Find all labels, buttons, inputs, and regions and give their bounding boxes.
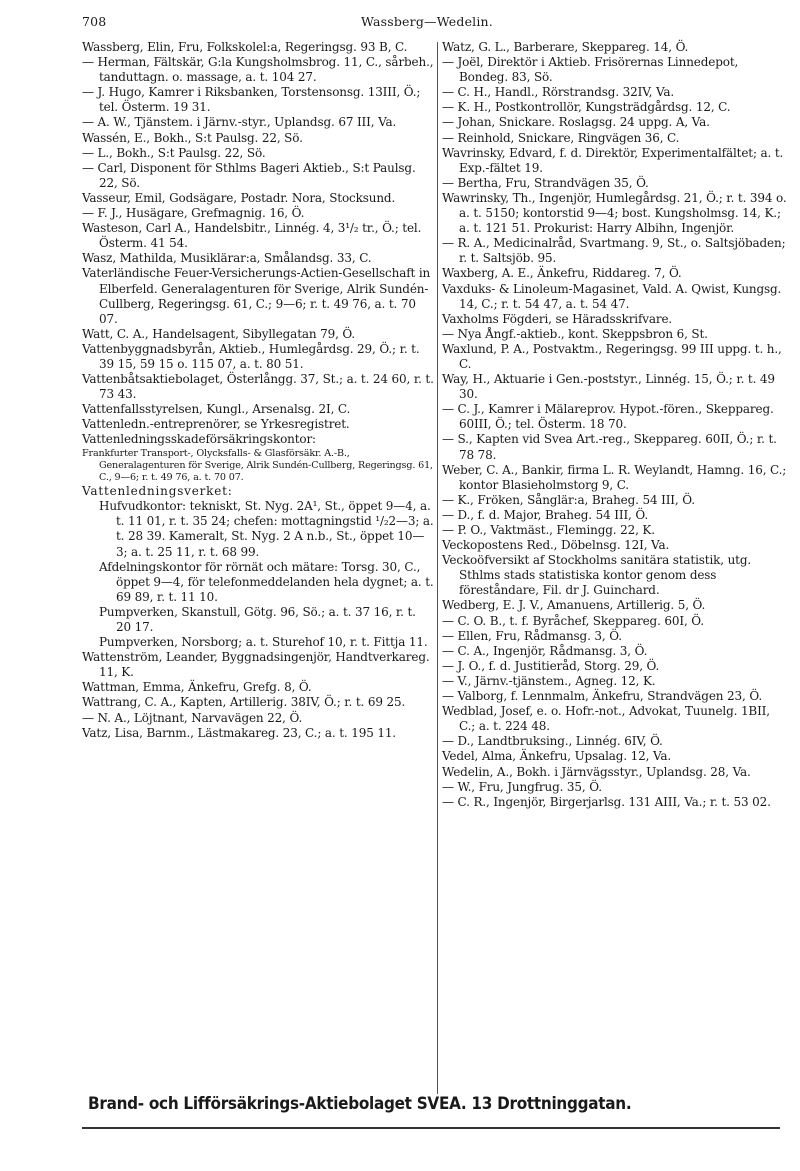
directory-entry: Vasseur, Emil, Godsägare, Postadr. Nora, Stocksund. — [82, 190, 396, 205]
directory-entry: Wattrang, C. A., Kapten, Artillerig. 38IV, Ö.; r. t. 69 25. — [82, 695, 406, 710]
page-title: Wassberg—Wedelin. — [361, 14, 493, 29]
directory-entry: — J. Hugo, Kamrer i Riksbanken, Torstensonsg. 13III, Ö.; tel. Österm. 19 31. — [82, 85, 421, 115]
directory-entry: Wavrinsky, Edvard, f. d. Direktör, Experimentalfältet; a. t. Exp.-fältet 19. — [442, 145, 784, 175]
directory-entry: — K. H., Postkontrollör, Kungsträdgårdsg. 12, C. — [442, 100, 731, 115]
directory-entry: — P. O., Vaktmäst., Flemingg. 22, K. — [442, 523, 655, 537]
directory-entry: Wattenström, Leander, Byggnadsingenjör, Handtverkareg. 11, K. — [82, 650, 430, 680]
directory-entry: — D., f. d. Major, Braheg. 54 III, Ö. — [442, 507, 649, 522]
directory-entry: Veckoöfversikt af Stockholms sanitära statistik, utg. Sthlms stads statistiska kontor genom dess föreståndare, Fil. dr J. Guinchard. — [442, 553, 752, 598]
footer-rule — [82, 1127, 780, 1129]
directory-entry: — Reinhold, Snickare, Ringvägen 36, C. — [442, 130, 680, 145]
directory-entry: Waxberg, A. E., Änkefru, Riddareg. 7, Ö. — [442, 266, 682, 281]
directory-entry: Watt, C. A., Handelsagent, Sibyllegatan 79, Ö. — [82, 326, 356, 341]
directory-entry: — Joël, Direktör i Aktieb. Frisörernas Linnedepot, Bondeg. 83, Sö. — [442, 55, 739, 85]
right-column — [442, 40, 787, 810]
directory-entry: Veckopostens Red., Döbelnsg. 12I, Va. — [442, 538, 670, 553]
directory-entry: — Carl, Disponent för Sthlms Bageri Aktieb., S:t Paulsg. 22, Sö. — [82, 160, 416, 190]
directory-entry: — Herman, Fältskär, G:la Kungsholmsbrog. 11, C., sårbeh., tanduttagn. o. massage, a. t. 104 27. — [82, 55, 434, 85]
directory-entry: — C. J., Kamrer i Mälareprov. Hypot.-fören., Skeppareg. 60III, Ö.; tel. Österm. 18 70. — [442, 402, 774, 432]
directory-entry: Wasz, Mathilda, Musiklärar:a, Smålandsg. 33, C. — [82, 251, 372, 266]
page-header — [82, 14, 772, 34]
directory-entry: Vattenbåtsaktiebolaget, Österlångg. 37, St.; a. t. 24 60, r. t. 73 43. — [82, 372, 434, 402]
directory-entry: — Ellen, Fru, Rådmansg. 3, Ö. — [442, 628, 622, 643]
directory-entry: Wattman, Emma, Änkefru, Grefg. 8, Ö. — [82, 680, 312, 695]
directory-entry: Wassberg, Elin, Fru, Folkskolel:a, Regeringsg. 93 B, C. — [82, 40, 408, 54]
directory-entry: — J. O., f. d. Justitieråd, Storg. 29, Ö. — [442, 658, 660, 673]
directory-entry: — N. A., Löjtnant, Narvavägen 22, Ö. — [82, 710, 303, 725]
directory-entry: — W., Fru, Jungfrug. 35, Ö. — [442, 779, 602, 794]
directory-entry: Pumpverken, Norsborg; a. t. Sturehof 10, r. t. Fittja 11. — [99, 635, 428, 650]
directory-entry: Pumpverken, Skanstull, Götg. 96, Sö.; a. t. 37 16, r. t. 20 17. — [99, 604, 416, 634]
directory-entry: Way, H., Aktuarie i Gen.-poststyr., Linnég. 15, Ö.; r. t. 49 30. — [442, 372, 775, 402]
directory-entry: — Johan, Snickare. Roslagsg. 24 uppg. A, Va. — [442, 115, 710, 130]
directory-entry: Wasteson, Carl A., Handelsbitr., Linnég. 4, 3¹/₂ tr., Ö.; tel. Österm. 41 54. — [82, 221, 422, 251]
directory-entry: — F. J., Husägare, Grefmagnig. 16, Ö. — [82, 206, 305, 221]
directory-entry: — C. R., Ingenjör, Birgerjarlsg. 131 AIII, Va.; r. t. 53 02. — [442, 794, 771, 809]
directory-entry: Wedberg, E. J. V., Amanuens, Artillerig. 5, Ö. — [442, 598, 706, 613]
directory-entry: Waxlund, P. A., Postvaktm., Regeringsg. 99 III uppg. t. h., C. — [442, 341, 782, 371]
directory-entry: Wawrinsky, Th., Ingenjör, Humlegårdsg. 21, Ö.; r. t. 394 o. a. t. 5150; kontorstid 9—4; bost. Kungsholmsg. 14, K.; a. t. 121 51. Prokurist: Harry Albihn, Ingenjör. — [442, 190, 787, 236]
directory-entry: Hufvudkontor: tekniskt, St. Nyg. 2A¹, St., öppet 9—4, a. t. 11 01, r. t. 35 24; chefen: mottagningstid ¹/₂2—3; a. t. 28 39. Kameralt, St. Nyg. 2 A n.b., St., öppet 10—3; a. t. 25 11, r. t. 68 99. — [99, 499, 434, 559]
directory-entry: Wedblad, Josef, e. o. Hofr.-not., Advokat, Tuunelg. 1BII, C.; a. t. 224 48. — [442, 704, 770, 734]
directory-entry: Vaterländische Feuer-Versicherungs-Actien-Gesellschaft in Elberfeld. Generalagenturen för Sverige, Alrik Sundén-Cullberg, Regeringsg. 61, C.; 9—6; r. t. 49 76, a. t. 70 07. — [82, 266, 431, 326]
directory-entry: — C. H., Handl., Rörstrandsg. 32IV, Va. — [442, 85, 675, 100]
directory-entry: Vattenledn.-entreprenörer, se Yrkesregistret. — [82, 417, 350, 432]
directory-entry: Weber, C. A., Bankir, firma L. R. Weylandt, Hamng. 16, C.; kontor Blasieholmstorg 9, C. — [442, 462, 787, 492]
directory-entry: — S., Kapten vid Svea Art.-reg., Skeppareg. 60II, Ö.; r. t. 78 78. — [442, 432, 777, 462]
left-column — [82, 40, 434, 741]
directory-entry: Vatz, Lisa, Barnm., Lästmakareg. 23, C.; a. t. 195 11. — [82, 725, 396, 740]
directory-entry: — Bertha, Fru, Strandvägen 35, Ö. — [442, 175, 649, 190]
directory-entry: — K., Fröken, Sånglär:a, Braheg. 54 III, Ö. — [442, 492, 695, 507]
column-divider — [437, 42, 438, 1094]
directory-entry: — Nya Ångf.-aktieb., kont. Skeppsbron 6, St. — [442, 326, 708, 341]
directory-entry: Vattenfallsstyrelsen, Kungl., Arsenalsg. 2I, C. — [82, 402, 351, 417]
directory-entry: Vattenledningsskadeförsäkringskontor: — [82, 432, 316, 447]
directory-entry: — Valborg, f. Lennmalm, Änkefru, Strandvägen 23, Ö. — [442, 689, 762, 704]
directory-entry: Vattenbyggnadsbyrån, Aktieb., Humlegårdsg. 29, Ö.; r. t. 39 15, 59 15 o. 115 07, a. t. 80 51. — [82, 341, 420, 371]
page-number: 708 — [82, 14, 107, 29]
directory-entry: Vaxduks- & Linoleum-Magasinet, Vald. A. Qwist, Kungsg. 14, C.; r. t. 54 47, a. t. 54 47. — [442, 281, 782, 311]
directory-entry: Vedel, Alma, Änkefru, Upsalag. 12, Va. — [442, 749, 672, 764]
directory-entry: — L., Bokh., S:t Paulsg. 22, Sö. — [82, 145, 266, 160]
directory-entry: Vaxholms Fögderi, se Häradsskrifvare. — [442, 311, 673, 326]
directory-entry: — A. W., Tjänstem. i Järnv.-styr., Uplandsg. 67 III, Va. — [82, 115, 397, 130]
directory-entry: — C. O. B., t. f. Byråchef, Skeppareg. 60I, Ö. — [442, 613, 704, 628]
directory-entry: Wassén, E., Bokh., S:t Paulsg. 22, Sö. — [82, 130, 303, 145]
directory-entry: Frankfurter Transport-, Olycksfalls- & Glasförsäkr. A.-B., Generalagenturen för Sverige, Alrik Sundén-Cullberg, Regeringsg. 61, C., 9—6; r. t. 49 76, a. t. 70 07. — [82, 447, 433, 483]
directory-entry: Watz, G. L., Barberare, Skeppareg. 14, Ö. — [442, 40, 689, 54]
directory-entry: — V., Järnv.-tjänstem., Agneg. 12, K. — [442, 673, 656, 688]
directory-entry: — D., Landtbruksing., Linnég. 6IV, Ö. — [442, 734, 663, 749]
directory-entry: Wedelin, A., Bokh. i Järnvägsstyr., Uplandsg. 28, Va. — [442, 764, 751, 779]
footer-banner: Brand- och Lifförsäkrings-Aktiebolaget SVEA. 13 Drottninggatan. — [88, 1094, 632, 1113]
directory-entry: Afdelningskontor för rörnät och mätare: Torsg. 30, C., öppet 9—4, för telefonmeddelanden hela dygnet; a. t. 69 89, r. t. 11 10. — [99, 559, 434, 604]
directory-entry: Vattenledningsverket: — [82, 484, 233, 499]
directory-entry: — R. A., Medicinalråd, Svartmang. 9, St., o. Saltsjöbaden; r. t. Saltsjöb. 95. — [442, 236, 786, 266]
directory-entry: — C. A., Ingenjör, Rådmansg. 3, Ö. — [442, 643, 648, 658]
